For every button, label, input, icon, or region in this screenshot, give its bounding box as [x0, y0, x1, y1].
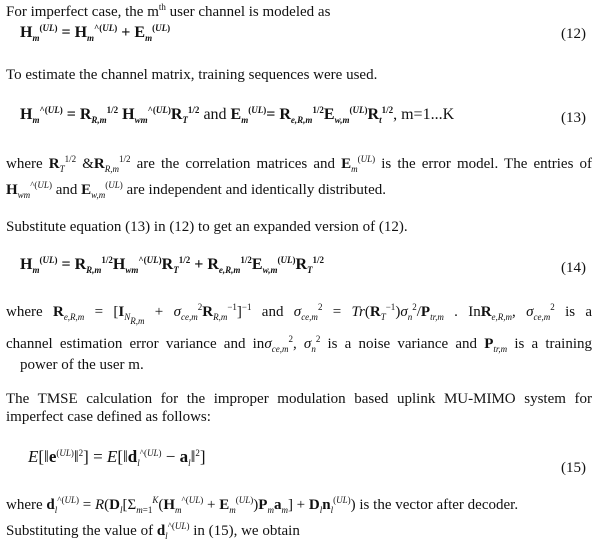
text: where: [6, 497, 43, 513]
paragraph-line: Substituting the value of $d_l^{\^{}(UL)}$ in (15), we obtain: [6, 521, 300, 541]
text: and: [261, 304, 284, 320]
equation-15: $E[‖e^{(UL)}‖^2]$ = $E[‖d_l^{\^{}(UL)}$ − $a_l‖^2$]: [28, 447, 206, 468]
equation-number: (14): [561, 260, 586, 276]
equation-13: $H_m^{\^{}(UL)} = R_{R,m}^{1/2}$ $H_{wm}^{\^{}(UL)}R_T^{1/2}$ and $E_m^{(UL)}= R_{e,R,m}^{1/2}E_{w,m}^{(UL)}R_t^{1/2}$, m=1...K: [20, 105, 455, 125]
text: are independent and identically distributed.: [126, 182, 386, 198]
paragraph-line: imperfect case defined as follows:: [6, 409, 211, 425]
text: is the vector after decoder.: [359, 497, 519, 513]
paragraph-line: The TMSE calculation for the improper modulation based uplink MU-MIMO system for: [6, 391, 592, 407]
text: where: [6, 156, 43, 172]
text: in (15), we obtain: [193, 523, 300, 539]
text: , m=1...K: [393, 106, 455, 123]
paragraph-line: where $R_T^{1/2}$ $\&R_{R,m}^{1/2}$ are the correlation matrices and $E_m^{(UL)}$ is the error model. The entries of: [6, 154, 593, 174]
paragraph-line: Substitute equation (13) in (12) to get an expanded version of (12).: [6, 219, 408, 235]
equation-number: (13): [561, 110, 586, 126]
paragraph-line: To estimate the channel matrix, training sequences were used.: [6, 67, 378, 83]
text: user channel is modeled as: [165, 4, 331, 20]
paragraph-line: where $d_l^{\^{}(UL)} = R(D_l[\Sigma_{m=1}^K(H_m^{\^{}(UL)} + E_m^{(UL)})P_ma_m] + D_ln_l^{(UL)})$ is the vector after decoder.: [6, 495, 519, 515]
text: is a: [565, 304, 593, 320]
text: are the correlation matrices and: [136, 156, 336, 172]
paragraph-line: [6, 3, 592, 21]
paragraph-line: $H_{wm}^{\^{}(UL)}$ and $E_{w,m}^{(UL)}$ are independent and identically distributed.: [6, 180, 386, 200]
text: channel estimation error variance and in: [6, 336, 265, 352]
equation-14: $H_m^{(UL)} = R_{R,m}^{1/2}H_{wm}^{\^{}(UL)}R_T^{1/2} + R_{e,R,m}^{1/2}E_{w,m}^{(UL)}R_T^{1/2}$: [20, 255, 325, 275]
equation-12: $H_m^{(UL)} = H_m^{\^{}(UL)} + E_m^{(UL)}$: [20, 23, 171, 43]
text: For imperfect case, the m: [6, 4, 159, 20]
text: is a noise variance and: [327, 336, 478, 352]
text: In: [468, 304, 481, 320]
text: and: [203, 106, 227, 123]
text: and: [55, 182, 78, 198]
equation-number: (12): [561, 26, 586, 42]
text: is a training: [514, 336, 593, 352]
text: where: [6, 304, 43, 320]
superscript: th: [158, 2, 166, 12]
equation-number: (15): [561, 460, 586, 476]
text: is the error model. The entries of: [381, 156, 593, 172]
text: Substituting the value of: [6, 523, 154, 539]
paragraph-line: channel estimation error variance and inσ$_{ce,m}^2$, $\sigma_n^2$ is a noise variance and $P_{tr,m}$ is a training: [6, 334, 593, 354]
paragraph-line: where $R_{e,R,m} = [I_{N_{R,m}} + \sigma_{ce,m}^2R_{R,m}^{-1}]^{-1}$ and $\sigma_{ce,m}^2 = Tr(R_T^{-1})\sigma_n^2/P_{tr,m}$ . InR$_{e,R,m}$, $\sigma_{ce,m}^2$ is a: [6, 302, 593, 326]
paragraph-line: power of the user m.: [20, 357, 144, 373]
